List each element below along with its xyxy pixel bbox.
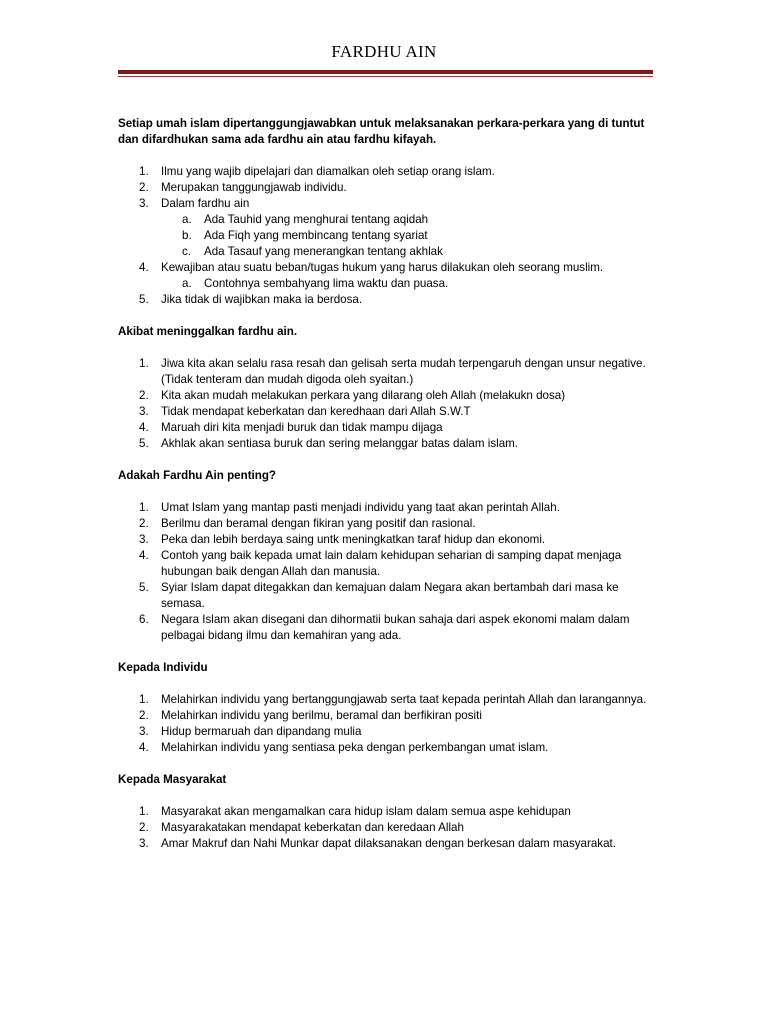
list-masyarakat xyxy=(118,804,653,852)
section-heading: Kepada Masyarakat xyxy=(118,773,227,786)
sub-list-item: a. Ada Tauhid yang menghurai tentang aqidah xyxy=(182,213,429,226)
list-item: 4. Maruah diri kita menjadi buruk dan tidak mampu dijaga xyxy=(139,421,443,434)
list-item: 5. Syiar Islam dapat ditegakkan dan kemajuan dalam Negara akan bertambah dari masa ke semasa. xyxy=(139,581,619,610)
list-item: 2. Berilmu dan beramal dengan fikiran yang positif dan rasional. xyxy=(139,517,476,530)
list-item: 1. Masyarakat akan mengamalkan cara hidup islam dalam semua aspe kehidupan xyxy=(139,805,571,818)
list-item: 3. Peka dan lebih berdaya saing untk meningkatkan taraf hidup dan ekonomi. xyxy=(139,533,546,546)
list-penting xyxy=(118,500,653,644)
title-rule-thin xyxy=(118,76,653,77)
sub-list-item: a. Contohnya sembahyang lima waktu dan puasa. xyxy=(182,277,449,290)
list-item: 4. Kewajiban atau suatu beban/tugas hukum yang harus dilakukan oleh seorang muslim. xyxy=(139,261,604,274)
list-item: 2. Melahirkan individu yang berilmu, beramal dan berfikiran positi xyxy=(139,709,482,722)
list-item: 4. Melahirkan individu yang sentiasa peka dengan perkembangan umat islam. xyxy=(139,741,549,754)
section-heading: Kepada Individu xyxy=(118,661,208,674)
list-item: 3. Tidak mendapat keberkatan dan keredhaan dari Allah S.W.T xyxy=(139,405,471,418)
intro-paragraph: Setiap umah islam dipertanggungjawabkan untuk melaksanakan perkara-perkara yang di tuntut dan difardhukan sama ada fardhu ain atau fardhu kifayah. xyxy=(118,117,645,146)
list-item: 4. Contoh yang baik kepada umat lain dalam kehidupan seharian di samping dapat menjaga hubungan baik dengan Allah dan manusia. xyxy=(139,549,622,578)
title-rule xyxy=(118,70,653,74)
list-item: 1. Melahirkan individu yang bertanggungjawab serta taat kepada perintah Allah dan larangannya. xyxy=(139,693,647,706)
sub-list-item: c. Ada Tasauf yang menerangkan tentang akhlak xyxy=(182,245,443,258)
section-heading: Akibat meninggalkan fardhu ain. xyxy=(118,325,298,338)
list-item: 2. Masyarakatakan mendapat keberkatan dan keredaan Allah xyxy=(139,821,464,834)
section-heading: Adakah Fardhu Ain penting? xyxy=(118,469,277,482)
list-item: 5. Akhlak akan sentiasa buruk dan sering melanggar batas dalam islam. xyxy=(139,437,519,450)
list-akibat xyxy=(118,356,653,452)
list-item: 6. Negara Islam akan disegani dan dihormatii bukan sahaja dari aspek ekonomi malam dalam pelbagai bidang ilmu dan kemahiran yang ada. xyxy=(139,613,630,642)
list-item: 1. Ilmu yang wajib dipelajari dan diamalkan oleh setiap orang islam. xyxy=(139,165,495,178)
list-item: 3. Hidup bermaruah dan dipandang mulia xyxy=(139,725,362,738)
list-item: 3. Dalam fardhu ain xyxy=(139,197,250,210)
document-body xyxy=(118,116,653,852)
page-title: FARDHU AIN xyxy=(331,42,437,61)
list-item: 1. Jiwa kita akan selalu rasa resah dan gelisah serta mudah terpengaruh dengan unsur negative. (Tidak tenteram dan mudah digoda oleh syaitan.) xyxy=(139,357,646,386)
list-item: 2. Kita akan mudah melakukan perkara yang dilarang oleh Allah (melakukn dosa) xyxy=(139,389,566,402)
list-fardhu-ain xyxy=(118,164,653,308)
list-item: 2. Merupakan tanggungjawab individu. xyxy=(139,181,347,194)
list-item: 5. Jika tidak di wajibkan maka ia berdosa. xyxy=(139,293,363,306)
list-item: 3. Amar Makruf dan Nahi Munkar dapat dilaksanakan dengan berkesan dalam masyarakat. xyxy=(139,837,616,850)
sub-list-item: b. Ada Fiqh yang membincang tentang syariat xyxy=(182,229,428,242)
list-item: 1. Umat Islam yang mantap pasti menjadi individu yang taat akan perintah Allah. xyxy=(139,501,560,514)
list-individu xyxy=(118,692,653,756)
